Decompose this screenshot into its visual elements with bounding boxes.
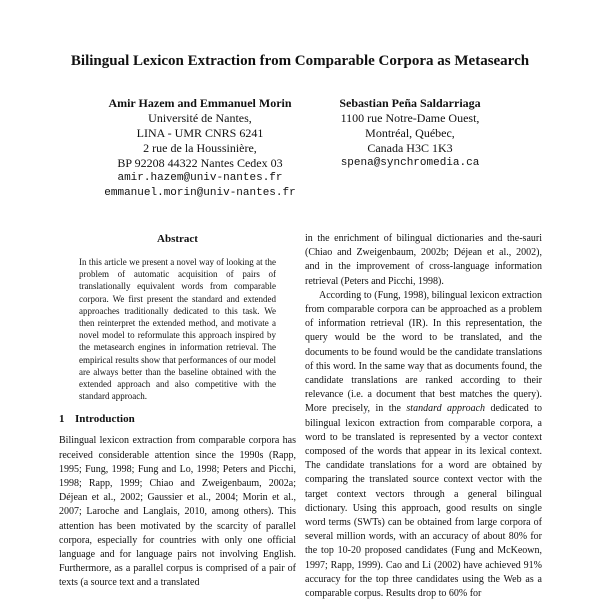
author-name: Sebastian Peña Saldarriaga: [339, 96, 481, 110]
intro-paragraph-continued: in the enrichment of bilingual dictionaries and the-sauri (Chiao and Zweigenbaum, 2002b; Déjean et al., 2002), and in the improvement of cross-language information retrieval (Peters and Picchi, 1998).: [305, 233, 542, 287]
intro-paragraph-2: [305, 289, 542, 600]
para-2-start: According to (Fung, 1998), bilingual lexicon extraction from comparable corpora can be approached as a problem of information retrieval (IR). In this representation, the query would be the word to be translated, and the documents to be found would be the candidate translations of this word. In the same way that as documents found, the candidate translations are ranked according to their relevance (i.e. a document that best matches the query). More precisely, in the: [305, 289, 542, 415]
author-block-1: [85, 96, 315, 201]
intro-paragraph-1: Bilingual lexicon extraction from comparable corpora has received considerable attention since the 1990s (Rapp, 1995; Fung, 1998; Fung and Lo, 1998; Peters and Picchi, 1998; Rapp, 1999; Chiao and Zweigenbaum, 2002a; Déjean et al., 2002; Gaussier et al., 2004; Morin et al., 2007; Laroche and Langlais, 2010, among others). This attention has been motivated by the scarcity of parallel corpora, especially for countries with only one official language and for language pairs not involving English. Furthermore, as a parallel corpus is comprised of a pair of texts (a source text and a translated: [59, 435, 296, 589]
lab: LINA - UMR CNRS 6241: [136, 126, 264, 140]
city: Montréal, Québec,: [365, 126, 455, 140]
right-column: [305, 232, 542, 600]
abstract-heading: Abstract: [157, 233, 198, 245]
section-number: 1: [59, 413, 65, 426]
affiliation: Université de Nantes,: [148, 111, 252, 125]
author-names: Amir Hazem and Emmanuel Morin: [108, 96, 292, 110]
standard-approach-term: standard approach: [406, 403, 486, 415]
email: spena@synchromedia.ca: [340, 157, 480, 169]
para-2-rest: dedicated to bilingual lexicon extraction from comparable corpora, a word to be translated is represented by a vector context composed of the words that appear in its lexical context. The candidate translations for a word are obtained by comparing the translated source context vector with the target context vectors through a general bilingual dictionary. Using this approach, good results on single word terms (SWTs) can be obtained from large corpora of several million words, with an accuracy of about 80% for the top 10-20 proposed candidates (Fung and McKeown, 1997; Rapp, 1999). Cao and Li (2002) have achieved 91% accuracy for the top three candidates using the Web as a comparable corpus. Results drop to 60% for: [305, 403, 542, 600]
author-block-2: [315, 96, 505, 171]
email-2: emmanuel.morin@univ-nantes.fr: [104, 187, 296, 199]
section-heading: [59, 412, 296, 426]
email-1: amir.hazem@univ-nantes.fr: [117, 172, 283, 184]
postal-address: BP 92208 44322 Nantes Cedex 03: [117, 156, 283, 170]
paper-title: Bilingual Lexicon Extraction from Comparable Corpora as Metasearch: [70, 53, 530, 69]
street-address: 1100 rue Notre-Dame Ouest,: [340, 111, 480, 125]
street-address: 2 rue de la Houssinière,: [143, 141, 257, 155]
country: Canada H3C 1K3: [367, 141, 453, 155]
left-column: [59, 232, 296, 600]
section-title: Introduction: [75, 413, 135, 426]
abstract-text: In this article we present a novel way of looking at the problem of automatic acquisition of pairs of translationally equivalent words from comparable corpora. We first present the standard and extended approaches traditionally dedicated to this task. We then reinterpret the extended method, and motivate a novel model to reformulate this approach inspired by the metasearch engines in information retrieval. The empirical results show that performances of our model are always better than the baseline obtained with the extended approach and also competitive with the standard approach.: [79, 257, 276, 402]
